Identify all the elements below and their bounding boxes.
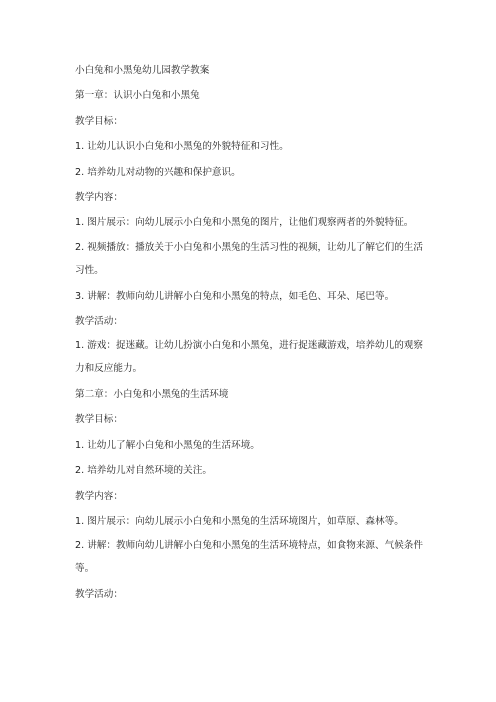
list-item: 1. 让幼儿认识小白兔和小黑兔的外貌特征和习性。	[75, 141, 289, 153]
list-item: 2. 培养幼儿对动物的兴趣和保护意识。	[75, 166, 241, 178]
list-item: 2. 讲解：教师向幼儿讲解小白兔和小黑兔的生活环境特点，如食物来源、气候条件等。	[75, 540, 423, 575]
section-label-content: 教学内容：	[75, 490, 123, 502]
list-item: 2. 培养幼儿对自然环境的关注。	[75, 465, 212, 477]
section-label-activities: 教学活动：	[75, 315, 123, 327]
section-label-objectives: 教学目标：	[75, 115, 123, 127]
list-item: 1. 让幼儿了解小白兔和小黑兔的生活环境。	[75, 439, 260, 451]
section-label-content: 教学内容：	[75, 191, 123, 203]
list-item: 3. 讲解：教师向幼儿讲解小白兔和小黑兔的特点，如毛色、耳朵、尾巴等。	[75, 290, 395, 302]
list-item: 1. 图片展示：向幼儿展示小白兔和小黑兔的生活环境图片，如草原、森林等。	[75, 516, 404, 528]
list-item: 1. 游戏：捉迷藏。让幼儿扮演小白兔和小黑兔，进行捉迷藏游戏，培养幼儿的观察力和反应能力。	[75, 340, 423, 375]
section-label-activities: 教学活动：	[75, 589, 123, 601]
chapter-2-heading: 第二章：小白兔和小黑兔的生活环境	[75, 389, 229, 401]
list-item: 2. 视频播放：播放关于小白兔和小黑兔的生活习性的视频，让幼儿了解它们的生活习性。	[75, 241, 423, 276]
section-label-objectives: 教学目标：	[75, 414, 123, 426]
list-item: 1. 图片展示：向幼儿展示小白兔和小黑兔的图片，让他们观察两者的外貌特征。	[75, 217, 414, 229]
chapter-1-heading: 第一章：认识小白兔和小黑兔	[75, 90, 200, 102]
document-page	[75, 64, 425, 614]
document-title: 小白兔和小黑兔幼儿园教学教案	[75, 65, 210, 76]
